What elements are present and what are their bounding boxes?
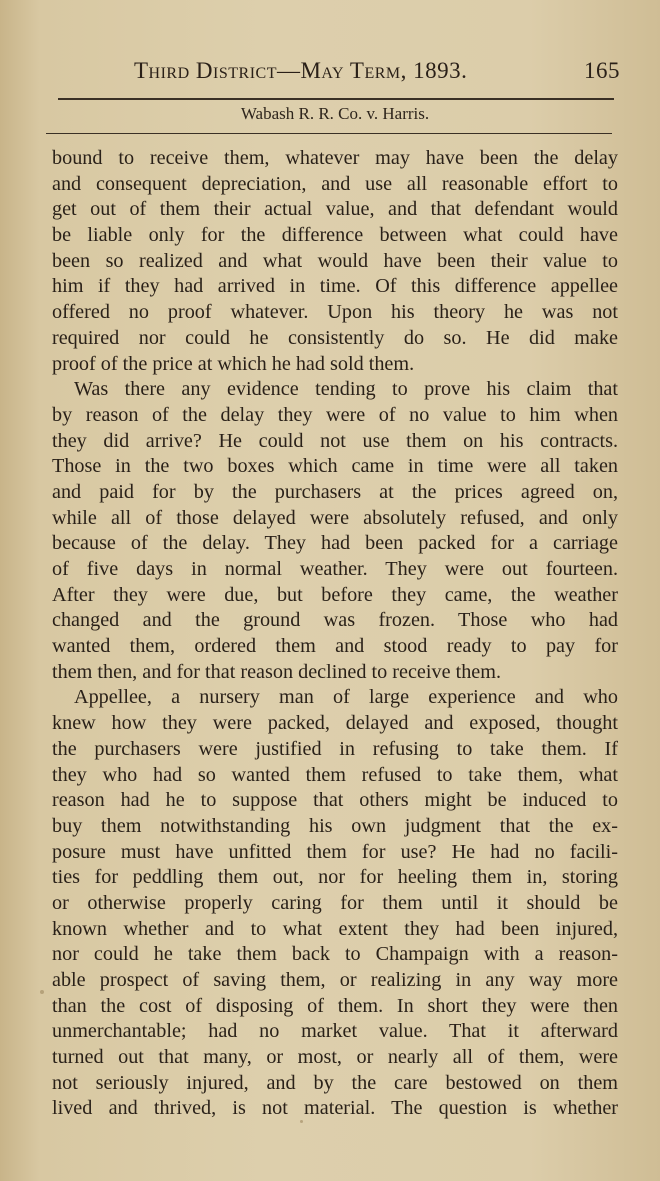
text-line: buy them notwithstanding his own judgment that the ex- — [52, 814, 618, 837]
text-line: of five days in normal weather. They were out fourteen. — [52, 558, 618, 580]
text-line: they who had so wanted them refused to take them, what — [52, 763, 618, 786]
text-line: bound to receive them, whatever may have been the delay — [52, 147, 618, 169]
running-head — [134, 58, 624, 92]
text-line: changed and the ground was frozen. Those who had — [52, 609, 618, 632]
text-line: Was there any evidence tending to prove his claim that — [74, 378, 618, 401]
text-line: not seriously injured, and by the care bestowed on them — [52, 1071, 618, 1094]
text-line: by reason of the delay they were of no value to him when — [52, 403, 618, 426]
text-line: wanted them, ordered them and stood ready to pay for — [52, 635, 618, 658]
text-line: them then, and for that reason declined to receive them. — [52, 660, 501, 683]
text-line: lived and thrived, is not material. The question is whether — [52, 1097, 618, 1120]
text-line: or otherwise properly caring for them until it should be — [52, 891, 618, 914]
text-line: while all of those delayed were absolutely refused, and only — [52, 506, 618, 529]
text-line: Appellee, a nursery man of large experience and who — [74, 686, 618, 709]
running-title: Third District—May Term, 1893. — [134, 58, 468, 83]
text-line: get out of them their actual value, and that defendant would — [52, 198, 618, 221]
text-line: been so realized and what would have been their value to — [52, 249, 618, 272]
header-rule-top — [58, 98, 614, 100]
body-text — [52, 146, 618, 1122]
text-line: than the cost of disposing of them. In short they were then — [52, 994, 618, 1017]
header-rule-bottom — [46, 133, 612, 134]
text-line: offered no proof whatever. Upon his theory he was not — [52, 301, 618, 324]
text-line: because of the delay. They had been packed for a carriage — [52, 532, 618, 555]
text-line: they did arrive? He could not use them on his contracts. — [52, 429, 618, 452]
text-line: and paid for by the purchasers at the prices agreed on, — [52, 480, 618, 503]
text-line: ties for peddling them out, nor for heeling them in, storing — [52, 866, 618, 889]
text-line: be liable only for the difference between what could have — [52, 224, 618, 247]
text-line: Those in the two boxes which came in time were all taken — [52, 455, 618, 478]
text-line: After they were due, but before they came, the weather — [52, 583, 618, 606]
case-title: Wabash R. R. Co. v. Harris. — [240, 104, 430, 123]
text-line: able prospect of saving them, or realizing in any way more — [52, 969, 618, 991]
page-number: 165 — [584, 58, 620, 83]
paper-speck — [300, 1120, 303, 1123]
text-line: turned out that many, or most, or nearly all of them, were — [52, 1046, 618, 1069]
text-line: posure must have unfitted them for use? He had no facili- — [52, 840, 618, 863]
text-line: reason had he to suppose that others might be induced to — [52, 789, 618, 812]
text-line: him if they had arrived in time. Of this difference appellee — [52, 275, 618, 298]
text-line: the purchasers were justified in refusing to take them. If — [52, 737, 618, 760]
text-line: and consequent depreciation, and use all reasonable effort to — [52, 172, 618, 195]
text-line: nor could he take them back to Champaign with a reason- — [52, 943, 618, 966]
text-line: unmerchantable; had no market value. That it afterward — [52, 1020, 618, 1043]
text-line: knew how they were packed, delayed and exposed, thought — [52, 712, 618, 735]
paper-speck — [40, 990, 44, 994]
text-line: proof of the price at which he had sold them. — [52, 352, 415, 375]
text-line: required nor could he consistently do so. He did make — [52, 326, 618, 349]
text-line: known whether and to what extent they had been injured, — [52, 917, 618, 940]
